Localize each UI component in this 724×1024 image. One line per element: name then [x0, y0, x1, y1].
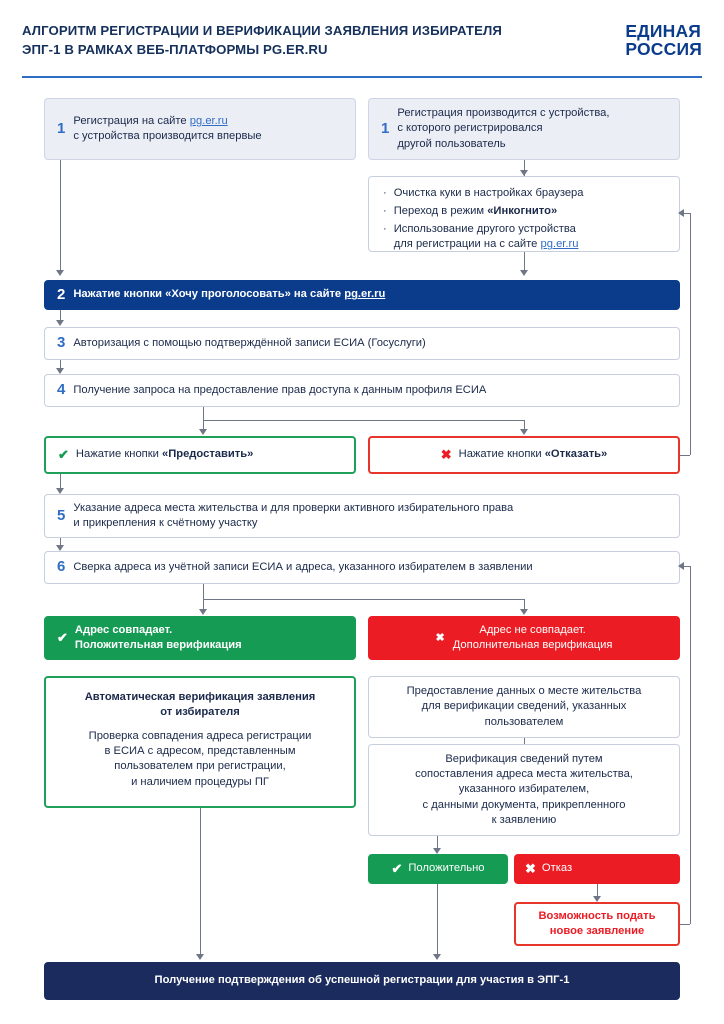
- cross-icon: ✖: [525, 861, 536, 877]
- step-1-right-text: Регистрация производится с устройства, с которого регистрировался другой пользователь: [397, 107, 610, 150]
- step-1-left-text: Регистрация на сайте pg.er.ru с устройства производится впервые: [73, 114, 262, 142]
- bullets-box: [368, 176, 680, 252]
- step-5: [44, 494, 680, 538]
- step-6-text: Сверка адреса из учётной записи ЕСИА и адреса, указанного избирателем в заявлении: [73, 560, 533, 573]
- step-1-right: [368, 98, 680, 160]
- step-3-number: 3: [57, 334, 66, 352]
- address-match-box: [44, 616, 356, 660]
- bullet-item-1: [383, 186, 669, 201]
- step-6: [44, 551, 680, 584]
- address-match-text: [75, 617, 252, 659]
- connector-split2-horizontal: [203, 599, 524, 600]
- arrow-auto-final: [196, 954, 204, 960]
- arrow-deny: [520, 429, 528, 435]
- address-mismatch-text: [453, 617, 613, 659]
- pg-er-ru-link[interactable]: pg.er.ru: [344, 288, 386, 301]
- provide-data-text: Предоставление данных о месте жительства для верификации сведений, указанных пользователем: [406, 685, 642, 728]
- header-divider: [22, 76, 702, 78]
- logo-line-1: ЕДИНАЯ: [625, 21, 702, 41]
- step-4: [44, 374, 680, 407]
- step-4-text: Получение запроса на предоставление прав доступа к данным профиля ЕСИА: [73, 383, 487, 396]
- logo-line-2: РОССИЯ: [625, 38, 702, 59]
- arrow-match: [199, 609, 207, 615]
- grant-text: Нажатие кнопки «Предоставить»: [75, 448, 254, 461]
- connector-split-horizontal: [203, 420, 524, 421]
- bullet-dot-icon: ·: [383, 223, 387, 236]
- refusal-result-box: [514, 854, 680, 884]
- step-5-text: Указание адреса места жительства и для проверки активного избирательного права и прикрепления к счётному участку: [73, 501, 514, 529]
- grant-button-box: [44, 436, 356, 474]
- connector-positive-final: [437, 884, 438, 958]
- auto-verification-title: Автоматическая верификация заявления от избирателя: [84, 691, 316, 719]
- connector-1l-step2: [60, 160, 61, 274]
- step-2-text: Нажатие кнопки «Хочу проголосовать» на сайте pg.er.ru: [73, 288, 386, 301]
- page-title: АЛГОРИТМ РЕГИСТРАЦИИ И ВЕРИФИКАЦИИ ЗАЯВЛЕНИЯ ИЗБИРАТЕЛЯ ЭПГ-1 В РАМКАХ ВЕБ-ПЛАТФОРМЫ PG.ER.RU: [22, 23, 502, 57]
- arrow-bullets-step2: [520, 270, 528, 276]
- provide-data-box: [368, 676, 680, 738]
- arrow-new-app-loop: [678, 562, 684, 570]
- connector-auto-final: [200, 808, 201, 958]
- pg-er-ru-link[interactable]: pg.er.ru: [189, 114, 228, 127]
- step-6-number: 6: [57, 558, 66, 576]
- check-icon: ✔: [58, 447, 69, 463]
- address-mismatch-line2: Дополнительная верификация: [452, 639, 613, 651]
- step-3-text: Авторизация с помощью подтверждённой записи ЕСИА (Госуслуги): [73, 336, 426, 349]
- step-4-number: 4: [57, 381, 66, 399]
- positive-result-box: [368, 854, 508, 884]
- arrow-1l-step2: [56, 270, 64, 276]
- step-1-right-number: 1: [381, 119, 390, 137]
- arrow-grant: [199, 429, 207, 435]
- verify-docs-text: Верификация сведений путем сопоставления адреса места жительства, указанного избирателем, с данными документа, прикрепленного к заявлению: [415, 753, 633, 826]
- bullet-item-3-text: Использование другого устройства для регистрации на с сайте pg.er.ru: [393, 223, 579, 251]
- grant-bold: «Предоставить»: [161, 448, 254, 461]
- step-2-number: 2: [57, 285, 66, 303]
- step-2: [44, 280, 680, 310]
- step-3: [44, 327, 680, 360]
- step-1-left-number: 1: [57, 119, 66, 137]
- address-mismatch-line1: Адрес не совпадает.: [479, 623, 586, 636]
- new-app-loop-h1: [680, 924, 690, 925]
- pg-er-ru-link[interactable]: pg.er.ru: [540, 238, 579, 251]
- arrow-mismatch: [520, 609, 528, 615]
- address-match-line2: Положительная верификация: [74, 639, 242, 651]
- arrow-positive-final: [433, 954, 441, 960]
- address-mismatch-box: [368, 616, 680, 660]
- deny-text: Нажатие кнопки «Отказать»: [458, 448, 608, 461]
- new-application-text: [528, 903, 665, 945]
- cross-icon: ✖: [435, 631, 445, 644]
- final-result-text: Получение подтверждения об успешной регистрации для участия в ЭПГ-1: [154, 974, 570, 987]
- bullet-item-2: [383, 204, 669, 219]
- new-application-box: [514, 902, 680, 946]
- bullet-item-2-bold: «Инкогнито»: [487, 205, 558, 218]
- deny-bold: «Отказать»: [544, 448, 608, 461]
- bullet-item-3: [383, 222, 669, 252]
- connector-step4-split: [203, 407, 204, 420]
- check-icon: ✔: [57, 630, 68, 646]
- check-icon: ✔: [391, 861, 403, 877]
- auto-verification-box: [44, 676, 356, 808]
- final-result-box: [44, 962, 680, 1000]
- deny-loop-v: [690, 213, 691, 455]
- auto-verification-body: Проверка совпадения адреса регистрации в ЕСИА с адресом, представленным пользователем при регистрации, и наличием процедуры ПГ: [88, 730, 312, 788]
- header: [0, 0, 724, 59]
- bullets-list: [369, 177, 679, 261]
- new-application-line2: новое заявление: [549, 925, 645, 937]
- connector-step6-split: [203, 584, 204, 599]
- address-match-line1: Адрес совпадает.: [74, 623, 173, 636]
- arrow-step2-step3: [56, 320, 64, 326]
- refusal-result-label: Отказ: [541, 862, 573, 875]
- new-app-loop-v: [690, 566, 691, 924]
- new-application-line1: Возможность подать: [538, 909, 656, 922]
- verify-docs-box: [368, 744, 680, 836]
- bullet-dot-icon: ·: [383, 187, 387, 199]
- brand-logo: [625, 23, 702, 59]
- cross-icon: ✖: [440, 447, 452, 463]
- step-1-left: [44, 98, 356, 160]
- deny-loop-h1: [680, 455, 690, 456]
- positive-result-label: Положительно: [408, 862, 485, 875]
- arrow-deny-loop: [678, 209, 684, 217]
- bullet-item-2-text: Переход в режим «Инкогнито»: [393, 205, 558, 218]
- bullet-item-1-text: Очистка куки в настройках браузера: [393, 187, 584, 199]
- bullet-dot-icon: ·: [383, 205, 387, 218]
- deny-button-box: [368, 436, 680, 474]
- auto-verification-content: [46, 678, 354, 802]
- step-5-number: 5: [57, 506, 66, 524]
